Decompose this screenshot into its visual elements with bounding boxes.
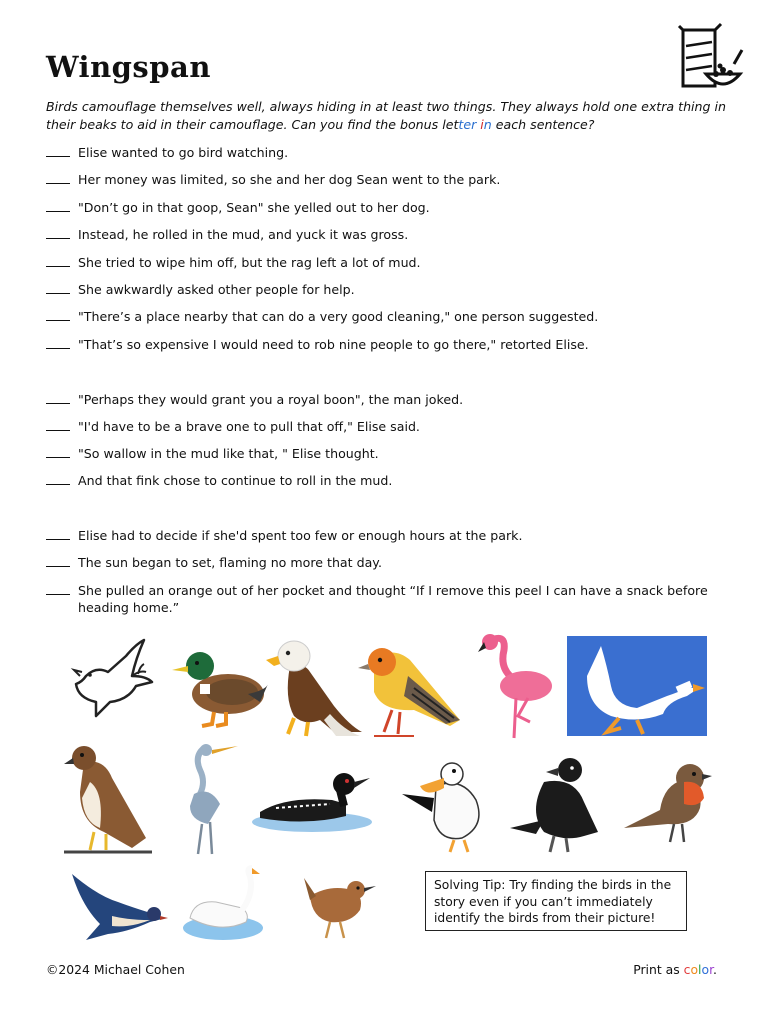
answer-blank[interactable] — [46, 171, 70, 184]
color-letter: o — [690, 962, 699, 977]
intro-paragraph — [46, 98, 736, 134]
answer-blank[interactable] — [46, 308, 70, 321]
eagle-icon — [264, 636, 366, 742]
color-letter: l — [698, 962, 702, 977]
answer-blank[interactable] — [46, 281, 70, 294]
answer-blank[interactable] — [46, 445, 70, 458]
duck-icon — [170, 640, 270, 732]
intro-text: Birds camouflage themselves well, always hiding in at least two things. They always hold one extra thing in their beaks to aid in their camouflage. Can you find the bonus let — [46, 99, 727, 132]
answer-blank[interactable] — [46, 527, 70, 540]
loon-icon — [246, 760, 378, 840]
goose-icon — [567, 636, 707, 736]
solving-tip-text: Solving Tip: Try finding the birds in the story even if you can’t immediately identify the birds from their picture! — [434, 878, 672, 925]
color-letter: c — [683, 962, 691, 977]
solving-tip-box — [425, 871, 687, 931]
color-letter: r — [709, 962, 714, 977]
answer-blank[interactable] — [46, 418, 70, 431]
swan-icon — [180, 864, 266, 944]
answer-blank[interactable] — [46, 472, 70, 485]
answer-blank[interactable] — [46, 336, 70, 349]
dove-icon — [66, 636, 158, 728]
answer-blank[interactable] — [46, 554, 70, 567]
flamingo-icon — [470, 630, 560, 742]
page-title: Wingspan — [46, 50, 211, 84]
cereal-box-logo-icon — [676, 22, 744, 92]
copyright: ©2024 Michael Cohen — [46, 962, 185, 977]
print-note-prefix: Print as — [633, 962, 684, 977]
hawk-icon — [60, 742, 156, 858]
intro-text-end: each sentence? — [491, 117, 595, 132]
swallow-icon — [68, 866, 168, 944]
color-letter: o — [701, 962, 710, 977]
heron-icon — [164, 742, 244, 860]
intro-highlight-red: i — [480, 117, 484, 132]
print-note — [633, 962, 717, 977]
answer-blank[interactable] — [46, 226, 70, 239]
intro-highlight-blue-2: n — [483, 117, 492, 132]
answer-blank[interactable] — [46, 391, 70, 404]
wren-icon — [290, 866, 378, 944]
robin-icon — [614, 752, 718, 852]
intro-highlight-blue: ter — [458, 117, 477, 132]
answer-blank[interactable] — [46, 144, 70, 157]
finch-icon — [354, 636, 470, 744]
answer-blank[interactable] — [46, 199, 70, 212]
print-note-suffix: . — [713, 962, 717, 977]
answer-blank[interactable] — [46, 254, 70, 267]
pelican-icon — [396, 756, 500, 856]
answer-blank[interactable] — [46, 582, 70, 595]
crow-icon — [504, 752, 608, 858]
